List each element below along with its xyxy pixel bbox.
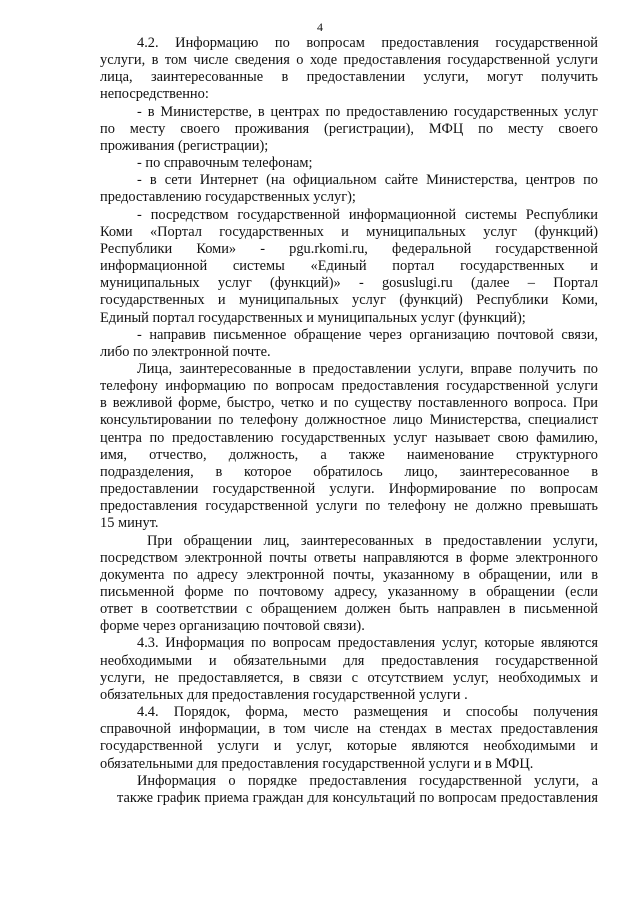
text-line: Лица, заинтересованные в предоставлении услуги, вправе получить по	[137, 360, 598, 377]
text-line: 4.2. Информацию по вопросам предоставления государственной	[137, 35, 598, 51]
text-line: письменной форме по почтовому адресу, указанному в обращении (если	[100, 584, 598, 600]
text-line: - в Министерстве, в центрах по предоставлению государственных услуг	[137, 103, 598, 120]
text-line: консультировании по телефону должностное лицо Министерства, специалист	[100, 412, 598, 429]
text-line: Информация о порядке предоставления государственной услуги, а	[137, 772, 598, 789]
text-line: муниципальных услуг (функций)» - gosuslugi.ru (далее – Портал	[100, 275, 598, 292]
text-line: справочной информации, в том числе на стендах в местах предоставления	[100, 721, 598, 738]
document-body	[100, 35, 598, 807]
text-line: подразделения, в которое обратилось лицо, заинтересованное в	[100, 463, 598, 480]
text-line: информационной системы «Единый портал государственных и	[100, 258, 598, 275]
text-line: посредством электронной почты ответы направляются в форме электронного	[100, 549, 598, 566]
text-line: предоставления государственной услуги по телефону не должно превышать	[100, 498, 598, 515]
text-line: Коми «Портал государственных и муниципальных услуг (функций)	[100, 223, 598, 240]
text-line: центра по предоставлению государственных услуг называет свою фамилию,	[100, 429, 598, 446]
text-line: обязательными для предоставления государственной услуги и в МФЦ.	[100, 755, 534, 772]
text-line: - по справочным телефонам;	[137, 155, 313, 172]
text-line: Республики Коми» - pgu.rkomi.ru, федеральной государственной	[100, 240, 598, 257]
text-line: имя, отчество, должность, а также наименование структурного	[100, 446, 598, 463]
text-line: государственной услуги и услуг, которые являются необходимыми и	[100, 738, 598, 755]
text-line: - посредством государственной информационной системы Республики	[137, 206, 598, 223]
text-line: необходимыми и обязательными для предоставления государственной	[100, 652, 598, 669]
text-line: - в сети Интернет (на официальном сайте Министерства, центров по	[137, 172, 598, 189]
text-line: также график приема граждан для консультаций по вопросам предоставления	[117, 789, 598, 806]
page-number: 4	[317, 20, 323, 34]
text-line: 15 минут.	[100, 515, 159, 532]
text-line: 4.3. Информация по вопросам предоставления услуг, которые являются	[137, 635, 598, 652]
text-line: либо по электронной почте.	[100, 343, 271, 360]
text-line: форме через организацию почтовой связи).	[100, 618, 365, 635]
text-line: государственных и муниципальных услуг (функций) Республики Коми,	[100, 292, 598, 309]
text-line: - направив письменное обращение через организацию почтовой связи,	[137, 326, 598, 343]
text-line: ответ в соответствии с обращением должен быть направлен в письменной	[100, 601, 598, 618]
text-line: телефону информацию по вопросам предоставления государственной услуги	[100, 378, 598, 395]
text-line: проживания (регистрации);	[100, 137, 269, 154]
text-line: обязательных для предоставления государственной услуги .	[100, 686, 468, 703]
text-line: Единый портал государственных и муниципальных услуг (функций);	[100, 309, 526, 326]
text-line: предоставлении государственной услуги. Информирование по вопросам	[100, 481, 598, 498]
text-line: 4.4. Порядок, форма, место размещения и способы получения	[137, 704, 598, 721]
text-line: в вежливой форме, быстро, четко и по существу поставленного вопроса. При	[100, 395, 598, 412]
text-line: предоставлению государственных услуг);	[100, 189, 356, 206]
text-line: услуги, в том числе сведения о ходе предоставления государственной услуги	[100, 52, 598, 69]
text-line: документа по адресу электронной почты, указанному в обращении, или в	[100, 566, 598, 583]
text-line: по месту своего проживания (регистрации), МФЦ по месту своего	[100, 120, 598, 137]
text-line: лица, заинтересованные в предоставлении услуги, могут получить	[100, 69, 598, 86]
text-line: услуги, не предоставляется, в связи с отсутствием услуг, необходимых и	[100, 669, 598, 686]
text-line: непосредственно:	[100, 86, 209, 103]
text-line: При обращении лиц, заинтересованных в предоставлении услуги,	[147, 532, 598, 549]
